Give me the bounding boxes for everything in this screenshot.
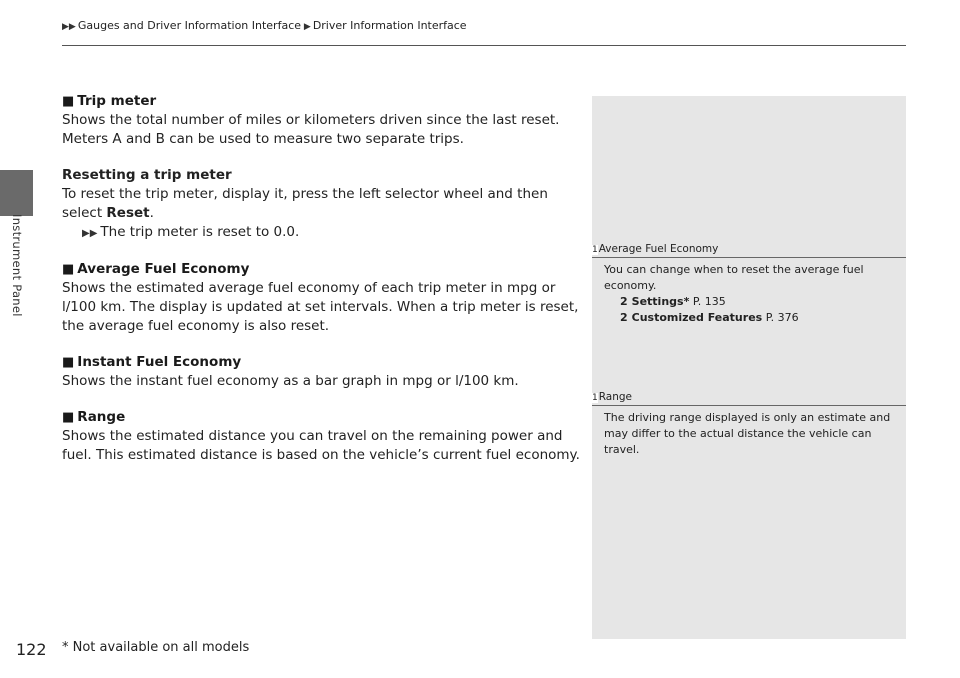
arrow-icon: ▶ — [301, 22, 311, 32]
note-average-fuel — [592, 241, 906, 326]
notes-sidebar — [592, 96, 906, 639]
instant-fuel-body: Shows the instant fuel economy as a bar graph in mpg or l/100 km. — [62, 373, 519, 389]
double-arrow-icon: ▶▶ — [62, 22, 76, 32]
settings-reference-link[interactable]: 2 Settings* P. 135 — [620, 295, 726, 308]
breadcrumb-item-gauges[interactable]: Gauges and Driver Information Interface — [77, 19, 302, 32]
range-heading: ■ Range — [62, 409, 126, 425]
result-arrow-icon: ▶▶ — [82, 228, 98, 239]
customized-features-reference-link[interactable]: 2 Customized Features P. 376 — [620, 311, 799, 324]
note-range — [592, 389, 906, 458]
note-body: You can change when to reset the average fuel economy. 2 Settings* P. 135 2 Customized Features P. 376 — [592, 258, 906, 326]
average-fuel-body: Shows the estimated average fuel economy of each trip meter in mpg or l/100 km. The display is updated at set intervals. When a trip meter is reset, the average fuel economy is also reset. — [62, 280, 579, 334]
reset-label: Reset — [106, 205, 150, 221]
square-bullet-icon: ■ — [62, 262, 75, 277]
breadcrumb — [62, 19, 467, 32]
reference-icon: 2 — [620, 311, 628, 324]
note-number-icon: 1 — [592, 245, 598, 255]
instant-fuel-heading: ■ Instant Fuel Economy — [62, 354, 242, 370]
square-bullet-icon: ■ — [62, 94, 75, 109]
note-number-icon: 1 — [592, 393, 598, 403]
trip-meter-body: Shows the total number of miles or kilometers driven since the last reset. Meters A and B can be used to measure two separate trips. — [62, 112, 560, 147]
reference-icon: 2 — [620, 295, 628, 308]
square-bullet-icon: ■ — [62, 410, 75, 425]
page-number: 122 — [16, 640, 47, 659]
header-divider — [62, 45, 906, 46]
reset-trip-result: ▶▶ The trip meter is reset to 0.0. — [82, 224, 300, 240]
main-content — [62, 92, 582, 465]
range-body: Shows the estimated distance you can travel on the remaining power and fuel. This estimated distance is based on the vehicle’s current fuel economy. — [62, 428, 580, 463]
breadcrumb-item-dii[interactable]: Driver Information Interface — [312, 19, 467, 32]
footnote: * Not available on all models — [62, 640, 250, 655]
reset-trip-text: To reset the trip meter, display it, press the left selector wheel and then select Reset. — [62, 186, 548, 221]
square-bullet-icon: ■ — [62, 355, 75, 370]
reset-trip-heading: Resetting a trip meter — [62, 167, 232, 183]
trip-meter-heading: ■ Trip meter — [62, 93, 157, 109]
average-fuel-heading: ■ Average Fuel Economy — [62, 261, 250, 277]
note-title: 1Average Fuel Economy — [592, 241, 906, 258]
chapter-tab — [0, 170, 33, 216]
note-body: The driving range displayed is only an estimate and may differ to the actual distance the vehicle can travel. — [604, 411, 891, 456]
note-title: 1Range — [592, 389, 906, 406]
chapter-label: Instrument Panel — [10, 214, 24, 317]
